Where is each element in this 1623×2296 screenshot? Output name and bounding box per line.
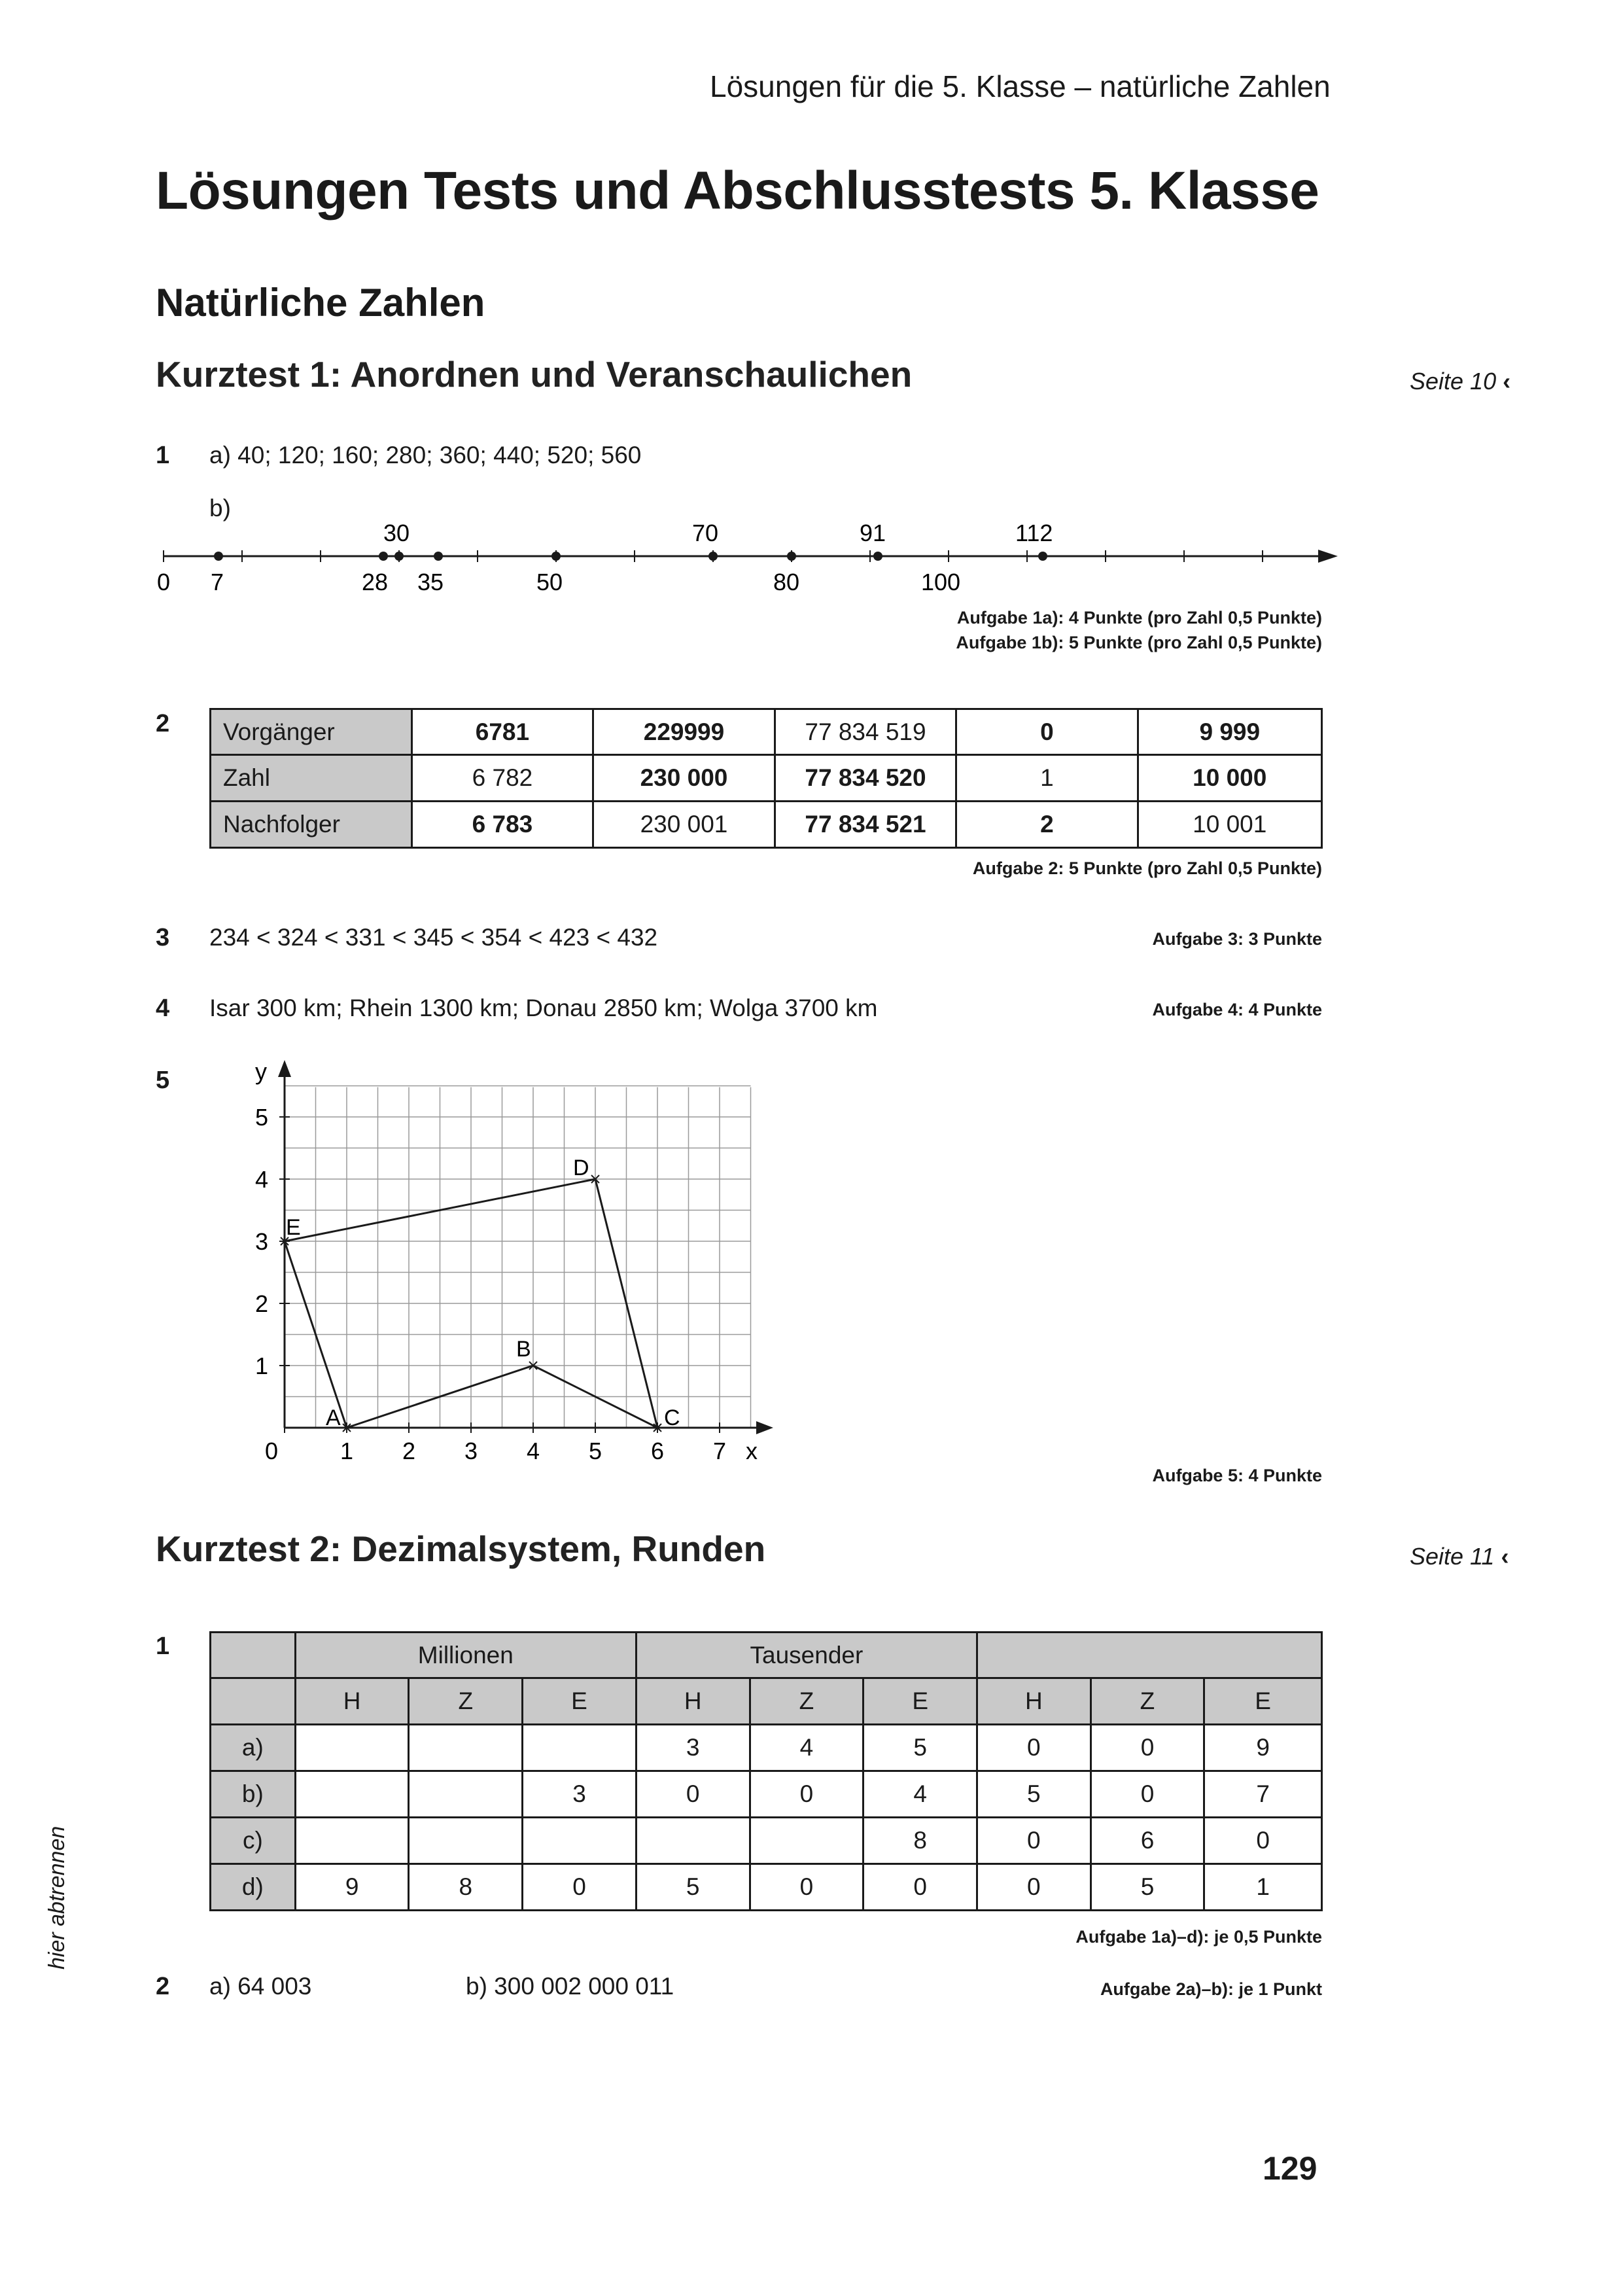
table-cell: 0 <box>636 1771 750 1818</box>
table-cell: 230 001 <box>593 802 775 848</box>
row-label: d) <box>211 1864 296 1911</box>
number-line-point <box>379 552 388 561</box>
table-cell: 6 782 <box>411 755 593 802</box>
number-line-point <box>551 552 561 561</box>
table-cell: 0 <box>750 1864 864 1911</box>
table-cell: 230 000 <box>593 755 775 802</box>
point-label: C <box>664 1405 680 1430</box>
row-label: b) <box>211 1771 296 1818</box>
table-cell: 6781 <box>411 709 593 755</box>
table-cell: 3 <box>523 1771 637 1818</box>
table-cell: 0 <box>977 1864 1091 1911</box>
table-cell: 5 <box>864 1725 977 1771</box>
table-cell <box>295 1725 409 1771</box>
table-cell: 77 834 520 <box>775 755 956 802</box>
task5-points: Aufgabe 5: 4 Punkte <box>1152 1466 1322 1485</box>
corner-cell <box>211 1678 296 1725</box>
nl-label-28: 28 <box>362 569 389 595</box>
column-header: Z <box>1091 1678 1204 1725</box>
nl-label-70: 70 <box>692 520 719 546</box>
group-header-tausender: Tausender <box>636 1633 977 1678</box>
x-tick-label: 2 <box>402 1438 416 1464</box>
table-cell: 7 <box>1204 1771 1322 1818</box>
table-cell: 229999 <box>593 709 775 755</box>
table-cell <box>523 1818 637 1864</box>
table-cell: 77 834 519 <box>775 709 956 755</box>
table-cell <box>295 1771 409 1818</box>
table-cell <box>523 1725 637 1771</box>
nl-label-30: 30 <box>383 520 410 546</box>
column-header: H <box>636 1678 750 1725</box>
task4-answer: Isar 300 km; Rhein 1300 km; Donau 2850 km; Wolga 3700 km <box>209 995 878 1021</box>
task1b-label: b) <box>209 495 231 521</box>
y-tick-label: 3 <box>255 1228 269 1255</box>
table-cell: 0 <box>977 1725 1091 1771</box>
table-row <box>211 1771 1322 1818</box>
task-number: 4 <box>156 995 170 1022</box>
point-label: B <box>516 1337 531 1362</box>
number-line-point <box>873 552 882 561</box>
table-cell: 8 <box>409 1864 523 1911</box>
table-header-row <box>211 1633 1322 1678</box>
corner-cell <box>211 1633 296 1678</box>
group-header-einer <box>977 1633 1322 1678</box>
group-header-millionen: Millionen <box>295 1633 636 1678</box>
number-line-arrow-icon <box>1318 550 1338 563</box>
table-cell <box>636 1818 750 1864</box>
nl-label-100: 100 <box>921 569 961 595</box>
table-cell <box>409 1725 523 1771</box>
column-header: E <box>1204 1678 1322 1725</box>
number-line-point <box>394 552 404 561</box>
task-number: 3 <box>156 924 170 951</box>
table-cell: 0 <box>956 709 1138 755</box>
point-label: D <box>573 1156 589 1180</box>
y-tick-label: 4 <box>255 1166 269 1193</box>
x-axis-arrow-icon <box>756 1421 773 1434</box>
table-row <box>211 709 1322 755</box>
number-line-point <box>708 552 718 561</box>
table-cell: 9 <box>295 1864 409 1911</box>
column-header: E <box>523 1678 637 1725</box>
column-header: Z <box>750 1678 864 1725</box>
y-axis-arrow-icon <box>278 1060 291 1077</box>
x-axis-label: x <box>746 1438 758 1464</box>
number-line-point <box>434 552 443 561</box>
page-ref-arrow-icon: ‹ <box>1501 1543 1509 1570</box>
x-tick-label: 7 <box>713 1438 727 1464</box>
coordinate-system <box>236 1060 792 1466</box>
x-tick-label: 5 <box>589 1438 602 1464</box>
table-cell: 0 <box>864 1864 977 1911</box>
kurztest2-title: Kurztest 2: Dezimalsystem, Runden <box>156 1528 766 1569</box>
table-cell: 0 <box>523 1864 637 1911</box>
page-ref-text: Seite 10 <box>1410 368 1497 395</box>
y-tick-label: 1 <box>255 1352 269 1379</box>
table-cell: 4 <box>750 1725 864 1771</box>
column-header: Z <box>409 1678 523 1725</box>
row-label: Zahl <box>211 755 412 802</box>
task-number: 2 <box>156 710 170 737</box>
table-cell: 9 999 <box>1138 709 1321 755</box>
table-cell: 2 <box>956 802 1138 848</box>
y-axis-label: y <box>255 1060 267 1085</box>
table-cell: 6 <box>1091 1818 1204 1864</box>
page-ref-arrow-icon: ‹ <box>1503 368 1511 395</box>
row-label: Vorgänger <box>211 709 412 755</box>
row-label: c) <box>211 1818 296 1864</box>
table-cell: 9 <box>1204 1725 1322 1771</box>
table-cell: 5 <box>977 1771 1091 1818</box>
nl-label-112: 112 <box>1015 520 1053 546</box>
column-header: E <box>864 1678 977 1725</box>
table-row <box>211 1864 1322 1911</box>
task1b-points: Aufgabe 1b): 5 Punkte (pro Zahl 0,5 Punkte) <box>956 633 1322 652</box>
page-number: 129 <box>1263 2150 1318 2187</box>
kt2-task2-points: Aufgabe 2a)–b): je 1 Punkt <box>1100 1979 1322 1999</box>
table-cell: 77 834 521 <box>775 802 956 848</box>
number-line-point <box>1038 552 1047 561</box>
task-number: 1 <box>156 442 170 469</box>
row-label: a) <box>211 1725 296 1771</box>
predecessor-successor-table <box>209 708 1323 849</box>
kurztest2-page-ref <box>1410 1543 1509 1570</box>
table-cell: 0 <box>1091 1771 1204 1818</box>
nl-label-7: 7 <box>211 569 224 595</box>
table-cell <box>750 1818 864 1864</box>
section-title: Natürliche Zahlen <box>156 281 485 325</box>
task3-points: Aufgabe 3: 3 Punkte <box>1152 929 1322 949</box>
table-row <box>211 1818 1322 1864</box>
table-row <box>211 1725 1322 1771</box>
number-line-point <box>214 552 223 561</box>
table-cell <box>409 1771 523 1818</box>
table-row <box>211 802 1322 848</box>
table-cell: 1 <box>956 755 1138 802</box>
nl-label-80: 80 <box>773 569 800 595</box>
table-cell: 0 <box>1204 1818 1322 1864</box>
cut-here-label: hier abtrennen <box>44 1826 69 1969</box>
number-line <box>150 517 1341 602</box>
table-cell: 0 <box>977 1818 1091 1864</box>
table-cell: 6 783 <box>411 802 593 848</box>
table-cell: 10 000 <box>1138 755 1321 802</box>
table-cell <box>409 1818 523 1864</box>
page-ref-text: Seite 11 <box>1410 1543 1495 1570</box>
x-tick-label: 4 <box>527 1438 540 1464</box>
table-cell: 10 001 <box>1138 802 1321 848</box>
place-value-table <box>209 1631 1323 1911</box>
y-tick-label: 5 <box>255 1104 269 1131</box>
kt2-task2a-answer: a) 64 003 <box>209 1973 312 2000</box>
task2-points: Aufgabe 2: 5 Punkte (pro Zahl 0,5 Punkte) <box>972 858 1322 878</box>
table-cell: 0 <box>1091 1725 1204 1771</box>
table-cell <box>295 1818 409 1864</box>
page-title: Lösungen Tests und Abschlusstests 5. Klasse <box>156 161 1319 221</box>
table-cell: 4 <box>864 1771 977 1818</box>
table-row <box>211 755 1322 802</box>
task4-points: Aufgabe 4: 4 Punkte <box>1152 1000 1322 1019</box>
table-cell: 1 <box>1204 1864 1322 1911</box>
x-tick-label: 3 <box>464 1438 478 1464</box>
x-tick-label: 6 <box>651 1438 665 1464</box>
nl-label-0: 0 <box>157 569 171 595</box>
row-label: Nachfolger <box>211 802 412 848</box>
task3-answer: 234 < 324 < 331 < 345 < 354 < 423 < 432 <box>209 924 658 951</box>
number-line-point <box>787 552 796 561</box>
table-header-row <box>211 1678 1322 1725</box>
table-cell: 3 <box>636 1725 750 1771</box>
task-number: 5 <box>156 1067 170 1094</box>
kurztest1-title: Kurztest 1: Anordnen und Veranschaulichen <box>156 354 913 395</box>
table-cell: 5 <box>1091 1864 1204 1911</box>
nl-label-91: 91 <box>860 520 886 546</box>
task-number: 1 <box>156 1633 170 1660</box>
task1a-answer: a) 40; 120; 160; 280; 360; 440; 520; 560 <box>209 442 642 468</box>
column-header: H <box>977 1678 1091 1725</box>
y-tick-label: 2 <box>255 1290 269 1317</box>
table-cell: 5 <box>636 1864 750 1911</box>
task-number: 2 <box>156 1973 170 2000</box>
table-cell: 8 <box>864 1818 977 1864</box>
kurztest1-page-ref <box>1410 368 1510 395</box>
nl-label-50: 50 <box>536 569 563 595</box>
nl-label-35: 35 <box>417 569 444 595</box>
column-header: H <box>295 1678 409 1725</box>
point-label: E <box>286 1215 301 1240</box>
kt2-task1-points: Aufgabe 1a)–d): je 0,5 Punkte <box>1075 1927 1322 1947</box>
kt2-task2b-answer: b) 300 002 000 011 <box>466 1973 674 2000</box>
x-tick-label: 0 <box>265 1438 279 1464</box>
running-head: Lösungen für die 5. Klasse – natürliche Zahlen <box>710 69 1331 103</box>
task1a-points: Aufgabe 1a): 4 Punkte (pro Zahl 0,5 Punkte) <box>956 608 1322 627</box>
table-cell: 0 <box>750 1771 864 1818</box>
x-tick-label: 1 <box>340 1438 354 1464</box>
point-label: A <box>326 1405 341 1430</box>
